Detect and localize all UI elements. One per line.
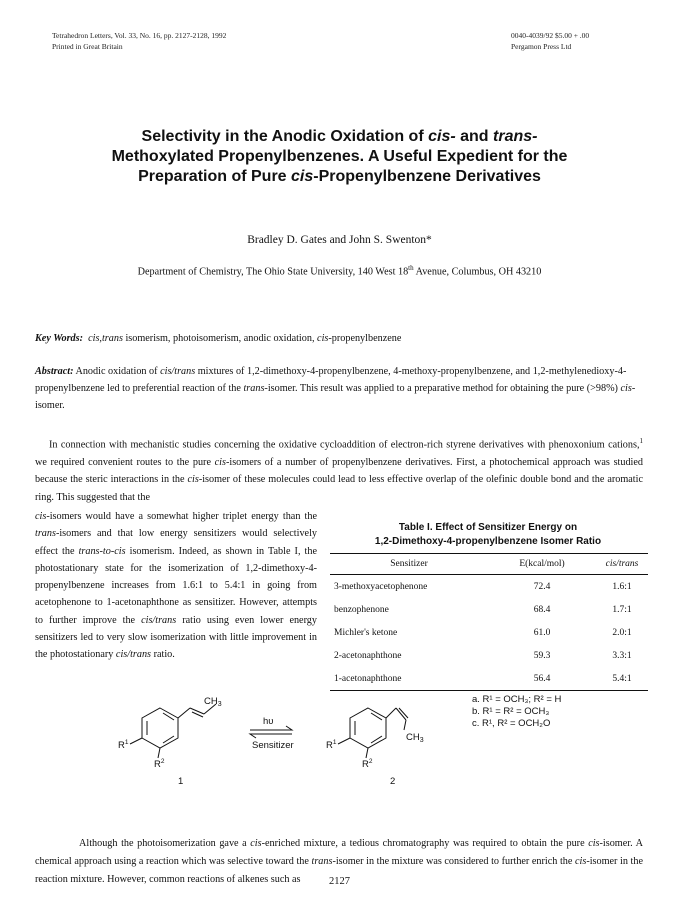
compound-2-structure — [338, 708, 408, 758]
compound-1-number: 1 — [178, 776, 184, 787]
author-list: Bradley D. Gates and John S. Swenton* — [247, 234, 432, 246]
r1-label-1: $R^1$ — [118, 739, 129, 751]
keywords: Key Words: cis,trans isomerism, photoisomerism, anodic oxidation, cis-propenylbenzene — [35, 333, 402, 344]
table-row: Michler's ketone 61.0 2.0:1 — [334, 627, 632, 638]
reference-marker: 1 — [639, 437, 643, 445]
affiliation: Department of Chemistry, The Ohio State University, 140 West 18th Avenue, Columbus, OH 43210 — [137, 264, 542, 278]
ch3-label-2: $CH_3$ — [406, 732, 424, 744]
table-row: 1-acetonaphthone 56.4 5.4:1 — [330, 667, 648, 691]
printed-line: Printed in Great Britain — [52, 42, 123, 51]
col-header-ratio: cis/trans — [596, 554, 648, 575]
r2-label-1: $R^2$ — [154, 758, 165, 770]
r2-label-2: $R^2$ — [362, 758, 373, 770]
col-header-energy: E(kcal/mol) — [488, 554, 596, 575]
table-caption: Table I. Effect of Sensitizer Energy on 1,2-Dimethoxy-4-propenylbenzene Isomer Ratio — [374, 522, 602, 547]
abstract: Abstract: Anodic oxidation of cis/trans mixtures of 1,2-dimethoxy-4-propenylbenzene, 4-methoxy-propenylbenzene, and 1,2-methylenedioxy-4-propenylbenzene led to preferential reaction of the trans-isomer. This result was applied to a preparative method for obtaining the pure (>98%) cis-isomer. — [35, 366, 636, 411]
hv-label: hυ — [263, 716, 274, 727]
keywords-label: Key Words: — [35, 333, 84, 344]
publisher-line: Pergamon Press Ltd — [511, 42, 572, 51]
compound-2-number: 2 — [390, 776, 396, 787]
body-paragraph-1: In connection with mechanistic studies concerning the oxidative cycloaddition of electron-rich styrene derivatives with phenoxonium cations,$^1$ we required convenient routes to the pure cis-isomers of a number of propenylbenzene derivatives. First, a photochemical approach was studied because the steric interactions in the cis-isomer of these molecules could lead to less effective overlap of the olefinic double bond and the aromatic ring. This suggested that the — [35, 437, 643, 503]
ch3-label-1: $CH_3$ — [204, 696, 222, 708]
page-number: 2127 — [329, 876, 350, 887]
body-paragraph-2: Although the photoisomerization gave a cis-enriched mixture, a tedious chromatography was required to obtain the pure cis-isomer. A chemical approach using a reaction which was selective toward the trans-isomer in the mixture was considered to further enrich the cis-isomer in the reaction mixture. However, common reactions of alkenes such as — [35, 838, 643, 885]
table-header-row — [330, 554, 648, 575]
table-row: 3-methoxyacetophenone 72.4 1.6:1 — [334, 581, 632, 592]
body-paragraph-1-continued: cis-isomers would have a somewhat higher triplet energy than the trans-isomers and that low energy sensitizers would selectively effect the trans-to-cis isomerism. Indeed, as shown in Table I, the photostationary state for the isomerization of 1,2-dimethoxy-4-propenylbenzene increases from 1.6:1 to 5.4:1 in going from acetophenone to 1-acetonaphthone as sensitizer. However, attempts to further improve the cis/trans ratio using even lower energy sensitizers led to very slow isomerization with little improvement in the photostationary cis/trans ratio. — [35, 511, 317, 661]
table-row: 2-acetonaphthone 59.3 3.3:1 — [334, 650, 632, 661]
compound-1-structure — [130, 704, 216, 758]
reaction-scheme — [100, 690, 620, 810]
substituent-option-a: a. R¹ = OCH₃; R² = H — [472, 694, 562, 705]
sensitizer-label: Sensitizer — [252, 740, 294, 751]
price-code-line: 0040-4039/92 $5.00 + .00 — [511, 31, 590, 40]
substituent-option-b: b. R¹ = R² = OCH₃ — [472, 706, 550, 717]
substituent-option-c: c. R¹, R² = OCH₂O — [472, 718, 551, 729]
sensitizer-table — [330, 553, 648, 691]
col-header-sensitizer: Sensitizer — [330, 554, 488, 575]
r1-label-2: $R^1$ — [326, 739, 337, 751]
citation-line: Tetrahedron Letters, Vol. 33, No. 16, pp. 2127-2128, 1992 — [52, 31, 227, 40]
abstract-label: Abstract: — [35, 366, 74, 377]
paper-title: Selectivity in the Anodic Oxidation of cis- and trans- Methoxylated Propenylbenzenes. A Useful Expedient for the Preparation of Pure cis-Propenylbenzene Derivatives — [111, 128, 568, 185]
publisher-code — [511, 30, 589, 52]
journal-citation — [52, 30, 226, 52]
equilibrium-arrow — [250, 726, 292, 738]
table-row: benzophenone 68.4 1.7:1 — [334, 604, 632, 615]
